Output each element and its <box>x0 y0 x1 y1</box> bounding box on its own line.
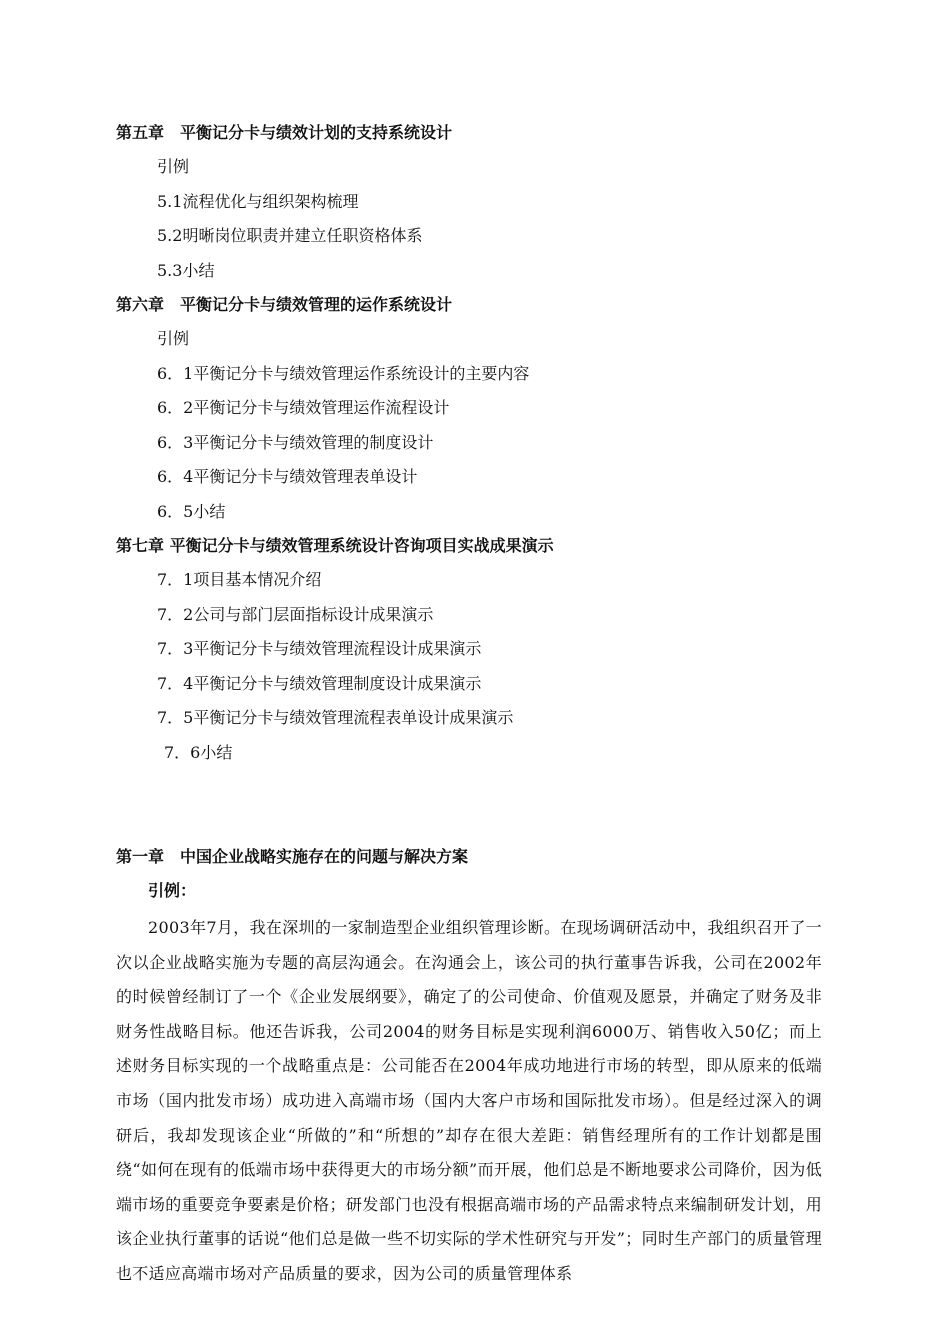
toc-chapter-6-title: 第六章 平衡记分卡与绩效管理的运作系统设计 <box>116 295 453 314</box>
chapter-1-title: 第一章 中国企业战略实施存在的问题与解决方案 <box>116 847 469 866</box>
toc-chapter-5-title: 第五章 平衡记分卡与绩效计划的支持系统设计 <box>116 123 453 142</box>
toc-chapter-7-title: 第七章 平衡记分卡与绩效管理系统设计咨询项目实战成果演示 <box>116 536 554 555</box>
toc-item: 引例 <box>157 329 190 348</box>
toc-item: 6．2平衡记分卡与绩效管理运作流程设计 <box>157 398 450 417</box>
chapter-1-subtitle: 引例： <box>148 881 197 900</box>
toc-item: 6．1平衡记分卡与绩效管理运作系统设计的主要内容 <box>157 364 530 383</box>
toc-item: 引例 <box>157 157 190 176</box>
toc-item: 7．6小结 <box>164 743 233 762</box>
toc-item: 7．1项目基本情况介绍 <box>157 570 322 589</box>
toc-item: 6．3平衡记分卡与绩效管理的制度设计 <box>157 433 434 452</box>
toc-item: 6．5小结 <box>157 502 226 521</box>
toc-item: 7．2公司与部门层面指标设计成果演示 <box>157 605 434 624</box>
toc-item: 5.2明晰岗位职责并建立任职资格体系 <box>157 226 423 245</box>
toc-item: 6．4平衡记分卡与绩效管理表单设计 <box>157 467 418 486</box>
toc-item: 5.3小结 <box>157 261 215 280</box>
toc-item: 5.1流程优化与组织架构梳理 <box>157 192 359 211</box>
toc-item: 7．5平衡记分卡与绩效管理流程表单设计成果演示 <box>157 708 514 727</box>
toc-item: 7．3平衡记分卡与绩效管理流程设计成果演示 <box>157 639 482 658</box>
chapter-1-body: 2003年7月，我在深圳的一家制造型企业组织管理诊断。在现场调研活动中，我组织召开了一次以企业战略实施为专题的高层沟通会。在沟通会上，该公司的执行董事告诉我，公司在2002年的时候曾经制订了一个《企业发展纲要》，确定了的公司使命、价值观及愿景，并确定了财务及非财务性战略目标。他还告诉我，公司2004的财务目标是实现利润6000万、销售收入50亿；而上述财务目标实现的一个战略重点是：公司能否在2004年成功地进行市场的转型，即从原来的低端市场（国内批发市场）成功进入高端市场（国内大客户市场和国际批发市场）。但是经过深入的调研后，我却发现该企业“所做的”和“所想的”却存在很大差距：销售经理所有的工作计划都是围绕“如何在现有的低端市场中获得更大的市场分额”而开展，他们总是不断地要求公司降价，因为低端市场的重要竞争要素是价格；研发部门也没有根据高端市场的产品需求特点来编制研发计划，用该企业执行董事的话说“他们总是做一些不切实际的学术性研究与开发”；同时生产部门的质量管理也不适应高端市场对产品质量的要求，因为公司的质量管理体系 <box>116 918 822 1283</box>
toc-item: 7．4平衡记分卡与绩效管理制度设计成果演示 <box>157 674 482 693</box>
